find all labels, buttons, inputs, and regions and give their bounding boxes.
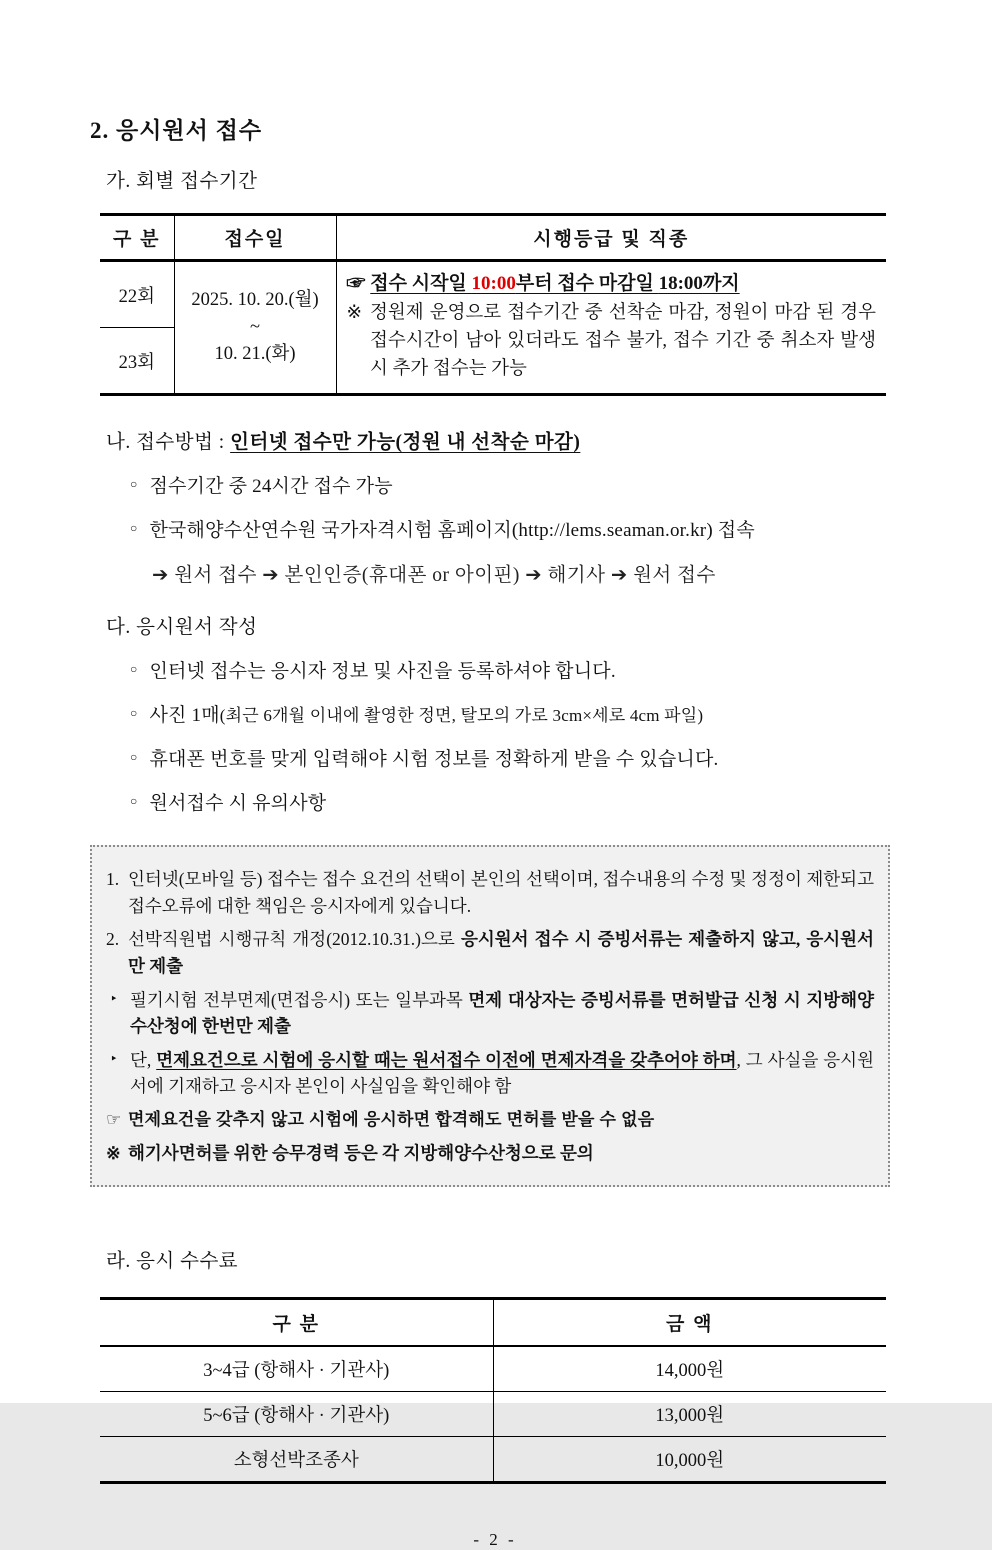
notice-item-6-text: 해기사면허를 위한 승무경력 등은 각 지방해양수산청으로 문의: [128, 1142, 594, 1163]
fee-table-header-row: [100, 1299, 886, 1347]
notice-item-3: [104, 987, 874, 1040]
page-number: - 2 -: [473, 1530, 517, 1550]
schedule-info-cell: [336, 261, 886, 395]
circle-bullet-icon: ○: [130, 662, 138, 677]
schedule-header-date: 접수일: [174, 215, 336, 261]
fee-row-1: [100, 1346, 886, 1392]
fee-row-1-division: 3~4급 (항해사 · 기관사): [100, 1346, 493, 1392]
schedule-header-info: 시행등급 및 직종: [336, 215, 886, 261]
notice-item-3-text: [130, 990, 874, 1037]
fee-table: [100, 1297, 886, 1484]
fee-row-2: [100, 1392, 886, 1437]
quota-note: [347, 300, 877, 383]
date-tilde: ~: [249, 317, 260, 338]
fee-row-3: [100, 1437, 886, 1483]
circle-bullet-icon: ○: [130, 477, 138, 492]
section-heading-da: 다. 응시원서 작성: [106, 617, 258, 639]
time-mid: 부터 접수 마감일: [515, 273, 659, 294]
notice-item-1-text: 인터넷(모바일 등) 접수는 접수 요건의 선택이 본인의 선택이며, 접수내용의 수정 및 정정이 제한되고 접수오류에 대한 책임은 응시자에게 있습니다.: [128, 869, 874, 916]
time-suffix: 까지: [702, 273, 740, 294]
notice-item-1: [104, 866, 874, 919]
method-bullet-2: [130, 515, 900, 542]
time-start-value: 10:00: [471, 273, 516, 294]
section-heading-ga: 가. 회별 접수기간: [106, 171, 258, 192]
date-start: 2025. 10. 20.(월): [191, 290, 319, 311]
circle-bullet-icon: ○: [130, 750, 138, 765]
fee-row-3-division: 소형선박조종사: [233, 1451, 359, 1472]
notice-item-4-text: [130, 1050, 874, 1097]
reference-mark-icon: ※: [106, 1142, 121, 1163]
notice-item-3-normal: 필기시험 전부면제(면접응시) 또는 일부과목: [130, 989, 469, 1010]
triangle-bullet-icon: ‣: [110, 1050, 118, 1066]
application-flow-steps: ➔ 원서 접수 ➔ 본인인증(휴대폰 or 아이핀) ➔ 해기사 ➔ 원서 접수: [152, 565, 716, 587]
notice-item-1-number: 1.: [106, 869, 120, 890]
triangle-bullet-icon: ‣: [110, 990, 118, 1006]
fee-header-amount: 금 액: [493, 1299, 886, 1347]
notice-item-4: [104, 1047, 874, 1100]
method-bullet-1: [130, 471, 900, 498]
date-range-cell: [174, 261, 336, 395]
application-bullet-4-text: 원서접수 시 유의사항: [149, 793, 327, 815]
photo-requirement-main: 사진 1매: [149, 705, 220, 727]
notice-item-2-bold: 응시원서 접수 시 증빙서류는 제출하지 않고, 응시원서만 제출: [128, 929, 874, 977]
notice-item-4-normal1: 단,: [130, 1049, 157, 1070]
method-heading-prefix: 나. 접수방법 :: [106, 432, 231, 454]
circle-bullet-icon: ○: [130, 794, 138, 809]
reception-time-text: [370, 273, 739, 294]
time-end-value: 18:00: [658, 273, 703, 294]
pointer-hand-icon: ☞: [346, 273, 366, 294]
pointer-hand-icon: ☞: [106, 1110, 122, 1129]
notice-item-2: [104, 926, 874, 979]
notice-item-4-normal2: , 그 사실을 응시원서에 기재하고 응시자 본인이 사실임을 확인해야 함: [130, 1049, 874, 1097]
reception-time-line: [347, 268, 877, 295]
time-prefix: 접수 시작일: [370, 273, 472, 294]
round-23-cell: 23회: [118, 352, 155, 373]
fee-row-2-division: 5~6급 (항해사 · 기관사): [100, 1392, 493, 1437]
notice-item-3-bold: 면제 대상자는 증빙서류를 면허발급 신청 시 지방해양수산청에 한번만 제출: [130, 989, 874, 1037]
application-bullet-1-text: 인터넷 접수는 응시자 정보 및 사진을 등록하셔야 합니다.: [149, 661, 616, 683]
application-bullet-2: [130, 700, 900, 727]
application-bullet-4: [130, 788, 900, 815]
notice-item-5-text: 면제요건을 갖추지 않고 시험에 응시하면 합격해도 면허를 받을 수 없음: [128, 1110, 655, 1129]
fee-row-2-amount: 13,000원: [493, 1392, 886, 1437]
notice-item-4-bold-underline: 면제요건으로 시험에 응시할 때는 원서접수 이전에 면제자격을 갖추어야 하며: [156, 1049, 737, 1070]
method-bullet-1-text: 점수기간 중 24시간 접수 가능: [149, 476, 393, 498]
fee-header-division: 구 분: [100, 1299, 493, 1347]
application-bullet-3-text: 휴대폰 번호를 맞게 입력해야 시험 정보를 정확하게 받을 수 있습니다.: [149, 749, 719, 771]
notice-item-2-normal: 선박직원법 시행규칙 개정(2012.10.31.)으로: [128, 929, 461, 950]
schedule-table: [100, 213, 886, 396]
quota-note-text: 정원제 운영으로 접수기간 중 선착순 마감, 정원이 마감 된 경우 접수시간이 남아 있더라도 접수 불가, 접수 기간 중 취소자 발생 시 추가 접수는 가능: [370, 303, 876, 379]
section-heading-ra: 라. 응시 수수료: [106, 1251, 239, 1273]
schedule-row-22: [100, 261, 886, 328]
schedule-table-header-row: [100, 215, 886, 261]
notice-box: [90, 845, 890, 1187]
section-heading-na: [106, 426, 900, 454]
date-end: 10. 21.(화): [214, 344, 296, 365]
method-heading-emphasis: 인터넷 접수만 가능(정원 내 선착순 마감): [230, 432, 581, 454]
application-bullet-3: [130, 744, 900, 771]
notice-item-2-text: [128, 929, 874, 976]
page-title: 2. 응시원서 접수: [90, 118, 263, 143]
fee-row-3-amount: 10,000원: [493, 1437, 886, 1483]
method-bullet-2-text: 한국해양수산연수원 국가자격시험 홈페이지(http://lems.seaman.or.kr) 접속: [149, 520, 755, 542]
schedule-header-division: 구 분: [100, 215, 174, 261]
notice-item-6: [104, 1140, 874, 1167]
application-bullet-2-text: [149, 700, 703, 727]
fee-row-1-amount: 14,000원: [493, 1346, 886, 1392]
round-22-cell: 22회: [100, 261, 174, 328]
circle-bullet-icon: ○: [130, 706, 138, 721]
notice-item-2-number: 2.: [106, 929, 120, 950]
photo-requirement-detail: (최근 6개월 이내에 촬영한 정면, 탈모의 가로 3cm×세로 4cm 파일): [219, 706, 704, 726]
circle-bullet-icon: ○: [130, 521, 138, 536]
application-bullet-1: [130, 656, 900, 683]
reference-mark-icon: ※: [346, 303, 363, 323]
notice-item-5: [104, 1107, 874, 1133]
